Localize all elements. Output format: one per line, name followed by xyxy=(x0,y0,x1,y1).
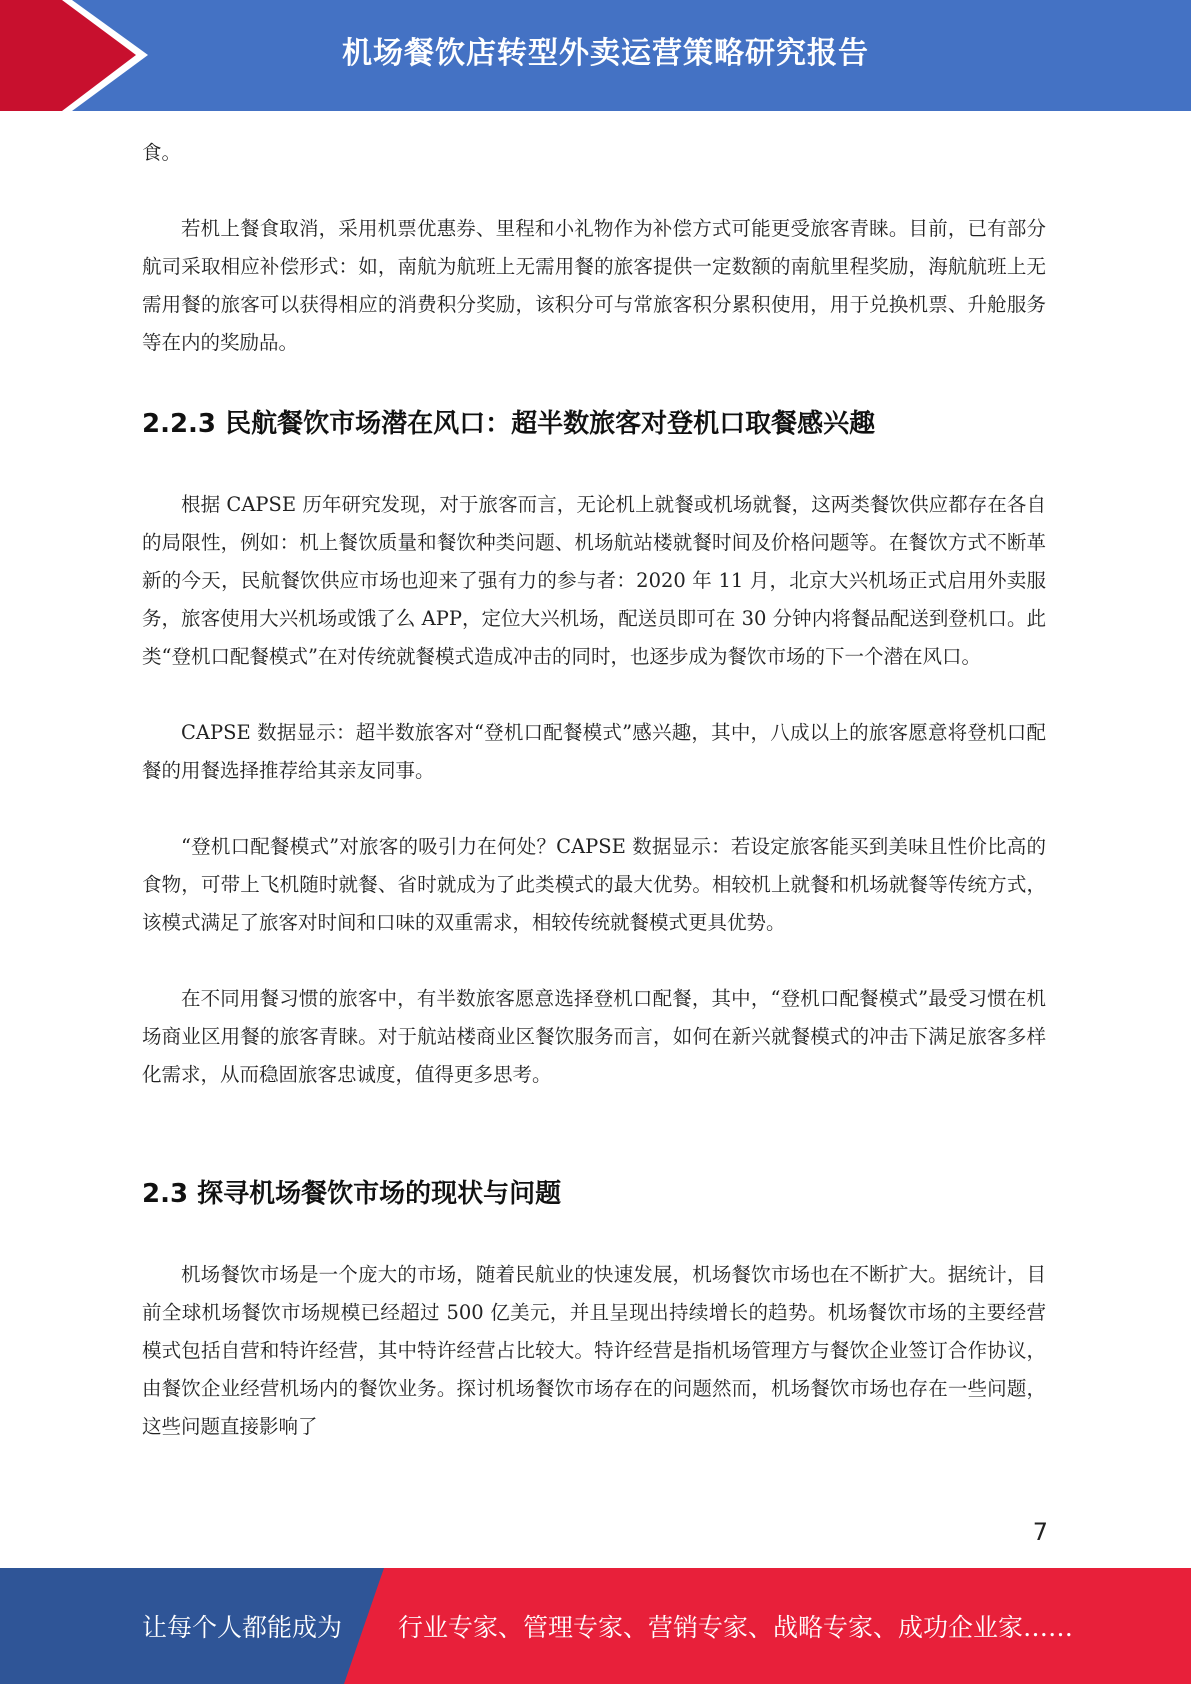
paragraph-dining-habits: 在不同用餐习惯的旅客中，有半数旅客愿意选择登机口配餐，其中，“登机口配餐模式”最受习惯在机场商业区用餐的旅客青睐。对于航站楼商业区餐饮服务而言，如何在新兴就餐模式的冲击下满足旅客多样化需求，从而稳固旅客忠诚度，值得更多思考。 xyxy=(142,987,1046,1086)
section-heading-2-2-3: 2.2.3 民航餐饮市场潜在风口：超半数旅客对登机口取餐感兴趣 xyxy=(142,409,876,439)
paragraph-capse-data: CAPSE 数据显示：超半数旅客对“登机口配餐模式”感兴趣，其中，八成以上的旅客愿意将登机口配餐的用餐选择推荐给其亲友同事。 xyxy=(142,721,1046,782)
paragraph-gate-appeal: “登机口配餐模式”对旅客的吸引力在何处？CAPSE 数据显示：若设定旅客能买到美味且性价比高的食物，可带上飞机随时就餐、省时就成为了此类模式的最大优势。相较机上就餐和机场就餐等传统方式，该模式满足了旅客对时间和口味的双重需求，相较传统就餐模式更具优势。 xyxy=(142,835,1046,934)
footer-slogan-left: 让每个人都能成为 xyxy=(142,1613,343,1642)
footer-slogan-right: 行业专家、管理专家、营销专家、战略专家、成功企业家…… xyxy=(398,1613,1074,1642)
section-heading-2-3: 2.3 探寻机场餐饮市场的现状与问题 xyxy=(142,1179,562,1209)
paragraph-market-status: 机场餐饮市场是一个庞大的市场，随着民航业的快速发展，机场餐饮市场也在不断扩大。据统计，目前全球机场餐饮市场规模已经超过 500 亿美元，并且呈现出持续增长的趋势。机场餐饮市场的主要经营模式包括自营和特许经营，其中特许经营占比较大。特许经营是指机场管理方与餐饮企业签订合作协议，由餐饮企业经营机场内的餐饮业务。探讨机场餐饮市场存在的问题然而，机场餐饮市场也存在一些问题，这些问题直接影响了 xyxy=(142,1263,1046,1438)
report-title: 机场餐饮店转型外卖运营策略研究报告 xyxy=(342,36,869,71)
paragraph-capse-research: 根据 CAPSE 历年研究发现，对于旅客而言，无论机上就餐或机场就餐，这两类餐饮供应都存在各自的局限性，例如：机上餐饮质量和餐饮种类问题、机场航站楼就餐时间及价格问题等。在餐饮方式不断革新的今天，民航餐饮供应市场也迎来了强有力的参与者：2020 年 11 月，北京大兴机场正式启用外卖服务，旅客使用大兴机场或饿了么 APP，定位大兴机场，配送员即可在 30 分钟内将餐品配送到登机口。此类“登机口配餐模式”在对传统就餐模式造成冲击的同时，也逐步成为餐饮市场的下一个潜在风口。 xyxy=(142,493,1046,668)
paragraph-continuation: 食。 xyxy=(142,141,182,164)
page-number: 7 xyxy=(1032,1518,1048,1546)
header-band xyxy=(0,0,1191,111)
footer-band xyxy=(0,1568,1191,1684)
paragraph-compensation: 若机上餐食取消，采用机票优惠券、里程和小礼物作为补偿方式可能更受旅客青睐。目前，已有部分航司采取相应补偿形式：如，南航为航班上无需用餐的旅客提供一定数额的南航里程奖励，海航航班上无需用餐的旅客可以获得相应的消费积分奖励，该积分可与常旅客积分累积使用，用于兑换机票、升舱服务等在内的奖励品。 xyxy=(142,217,1046,354)
page-content xyxy=(142,128,1046,1446)
